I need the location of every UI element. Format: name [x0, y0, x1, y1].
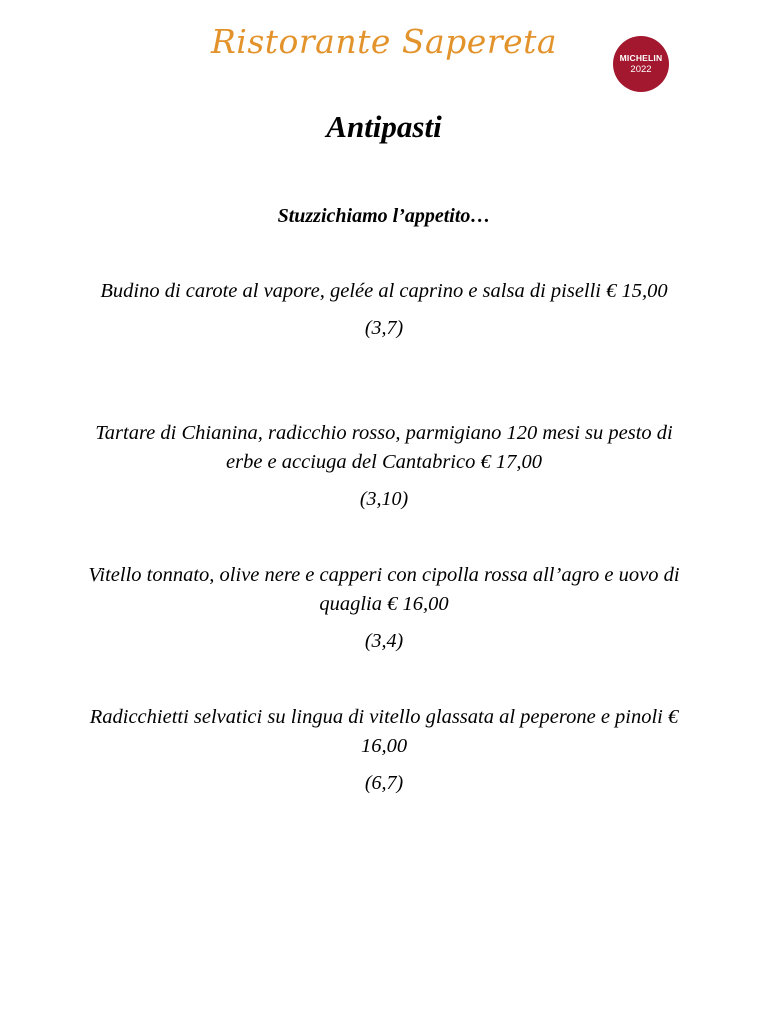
menu-item	[84, 561, 684, 654]
dish-allergens: (3,4)	[364, 630, 404, 652]
section-title: Antipasti	[326, 109, 442, 144]
dish-allergens: (3,10)	[359, 488, 409, 510]
restaurant-name-logo: Ristorante Sapereta	[210, 22, 558, 61]
dish-description: Radicchietti selvatici su lingua di vitello glassata al peperone e pinoli € 16,00	[89, 706, 679, 757]
menu-item	[84, 277, 684, 341]
dish-description: Vitello tonnato, olive nere e capperi con cipolla rossa all’agro e uovo di quaglia € 16,00	[88, 564, 680, 615]
menu-item	[84, 419, 684, 512]
dish-description: Budino di carote al vapore, gelée al caprino e salsa di piselli € 15,00	[100, 280, 668, 302]
section-subtitle: Stuzzichiamo l’appetito…	[277, 205, 491, 227]
badge-year: 2022	[630, 64, 652, 75]
menu-item	[84, 703, 684, 796]
michelin-badge	[613, 36, 669, 92]
dish-allergens: (3,7)	[364, 317, 404, 339]
badge-label: MICHELIN	[619, 53, 663, 63]
dish-allergens: (6,7)	[364, 772, 404, 794]
dish-description: Tartare di Chianina, radicchio rosso, parmigiano 120 mesi su pesto di erbe e acciuga del Cantabrico € 17,00	[95, 422, 673, 473]
